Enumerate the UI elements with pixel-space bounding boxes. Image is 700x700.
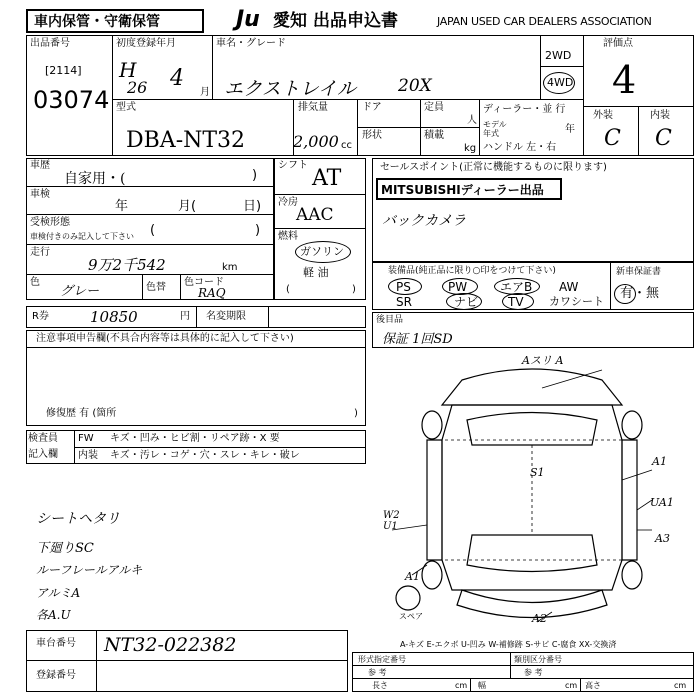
- mark-right-1: A1: [652, 455, 667, 468]
- car-name-label: 車名・グレード: [216, 38, 286, 49]
- registration-year: 26: [127, 78, 148, 97]
- equipment-label: 装備品(純正品に限り○印をつけて下さい): [388, 266, 556, 276]
- acceptance-close: ): [255, 223, 261, 238]
- cert-circle: [614, 284, 636, 304]
- footer-length-label: 長さ: [372, 681, 388, 690]
- interior-label: 内装: [650, 110, 670, 121]
- inspector-row1: キズ・凹み・ヒビ割・リペア跡・X 要: [110, 433, 280, 444]
- model-year-label: モデル 年式: [483, 120, 507, 138]
- footer-height-unit: cm: [674, 681, 687, 690]
- lot-number: 03074: [33, 86, 110, 114]
- chassis-value: NT32-022382: [104, 634, 237, 656]
- ps-circle: [388, 278, 422, 295]
- model-label: 型式: [116, 102, 136, 113]
- inspector-row1-head: FW: [78, 433, 94, 444]
- recycle-unit: 円: [180, 311, 190, 322]
- color-code-label: 色コード: [184, 277, 224, 288]
- notes-label: 注意事項申告欄(不具合内容等は具体的に記入して下さい): [36, 333, 294, 344]
- repair-close: ): [354, 408, 358, 419]
- footer-height-label: 高さ: [585, 681, 601, 690]
- handwritten-note-3: アルミA: [36, 586, 81, 600]
- handwritten-note-0: シートヘタリ: [36, 511, 120, 527]
- acceptance-open: (: [150, 223, 156, 238]
- aircon-label: 冷房: [278, 197, 298, 208]
- acceptance-label: 受検形態: [30, 217, 70, 228]
- year-suffix: 年: [565, 124, 575, 135]
- inspection-day: 日): [243, 199, 262, 214]
- fuel-label: 燃料: [278, 231, 298, 242]
- cert-value: 有・無: [620, 286, 660, 301]
- repaint-label: 色替: [146, 282, 166, 293]
- dealer-type: ディーラー・並 行: [483, 104, 566, 115]
- equipment-item-6: TV: [508, 295, 524, 309]
- fuel-diesel: 軽 油: [303, 266, 329, 279]
- model-value: DBA-NT32: [126, 128, 246, 153]
- registration-era: H: [119, 58, 137, 82]
- mark-bottom: A2: [532, 612, 547, 625]
- equipment-item-0: PS: [396, 280, 411, 294]
- drive-4wd-circle: [543, 72, 575, 94]
- car-name: エクストレイル: [224, 78, 356, 100]
- equipment-item-3: AW: [559, 280, 579, 294]
- history-value: 自家用・(: [64, 171, 126, 187]
- footer-ref-1: 参 考: [368, 668, 387, 677]
- navi-circle: [446, 293, 482, 310]
- fuel-gasoline: ガソリン: [300, 245, 344, 258]
- score-label: 評価点: [603, 38, 633, 49]
- footer-form-label-2: 類別区分番号: [514, 655, 562, 664]
- registration-label: 初度登録年月: [116, 38, 176, 49]
- equipment-item-5: ナビ: [454, 295, 479, 309]
- lot-label: 出品番号: [30, 38, 70, 49]
- handwritten-note-1: 下廻りSC: [36, 541, 94, 556]
- ju-logo: Ju: [236, 7, 260, 32]
- load-label: 積載: [424, 130, 444, 141]
- inspection-label: 車検: [30, 189, 50, 200]
- drive-2wd: 2WD: [545, 49, 572, 62]
- dealer-banner: [376, 178, 562, 200]
- history-label: 車歴: [30, 160, 50, 171]
- registration-month: 4: [170, 66, 184, 91]
- footer-width-label: 幅: [478, 681, 486, 690]
- acceptance-note: 車検付きのみ記入して下さい: [30, 232, 134, 241]
- mark-right-2: UA1: [650, 496, 674, 509]
- form-title: 出品申込書: [313, 11, 398, 31]
- color-value: グレー: [60, 284, 100, 299]
- exterior-label: 外装: [593, 110, 613, 121]
- recycle-value: 10850: [90, 308, 138, 326]
- month-unit: 月: [200, 87, 210, 98]
- equipment-item-1: PW: [448, 280, 468, 294]
- drive-4wd: 4WD: [547, 76, 574, 89]
- inspection-year: 年: [115, 199, 129, 214]
- mark-left-2: A1: [405, 570, 420, 583]
- history-close: ): [252, 168, 258, 183]
- handwritten-note-2: ルーフレールアルキ: [36, 563, 143, 577]
- mark-top: Aスリ A: [522, 354, 564, 367]
- displacement-value: 2,000: [293, 132, 339, 151]
- mark-center: S1: [530, 466, 545, 479]
- dealer-banner-text: MITSUBISHIディーラー出品: [381, 183, 544, 197]
- association-name: JAPAN USED CAR DEALERS ASSOCIATION: [437, 15, 652, 28]
- gasoline-circle: [295, 241, 351, 263]
- score-value: 4: [612, 58, 637, 102]
- spare-label: スペア: [399, 612, 423, 621]
- storage-label: 車内保管・守衛保管: [34, 14, 160, 30]
- rear-seat-value: 保証 1回SD: [382, 332, 453, 347]
- handle-label: ハンドル 左・右: [483, 142, 557, 153]
- sales-point-label: セールスポイント(正常に機能するものに限ります): [380, 162, 607, 173]
- load-unit: kg: [464, 143, 477, 154]
- doors-label: ドア: [362, 102, 382, 113]
- damage-legend: A-キズ E-エクボ U-凹み W-補修跡 S-サビ C-腐食 XX-交換済: [400, 640, 617, 649]
- inspector-label-1: 検査員: [28, 433, 58, 444]
- footer-ref-2: 参 考: [524, 668, 543, 677]
- equipment-item-2: エアB: [500, 280, 533, 294]
- footer-form-label-1: 形式指定番号: [358, 655, 406, 664]
- cert-label: 新車保証書: [616, 267, 662, 277]
- fuel-close: ): [352, 284, 356, 295]
- sales-point-note: バックカメラ: [382, 213, 466, 229]
- inspector-row2-head: 内装: [78, 450, 98, 461]
- mileage-value: 9万2千542: [88, 256, 166, 274]
- aircon-value: AAC: [296, 205, 334, 225]
- inspection-month: 月(: [178, 199, 197, 214]
- chassis-label: 車台番号: [36, 638, 76, 649]
- mark-left-1: W2 U1: [383, 510, 400, 532]
- capacity-unit: 人: [467, 115, 477, 126]
- mileage-unit: km: [222, 262, 238, 273]
- mileage-label: 走行: [30, 247, 50, 258]
- color-code-value: RAQ: [198, 286, 226, 300]
- handwritten-note-4: 各A.U: [36, 608, 71, 622]
- interior-score: C: [655, 126, 672, 151]
- org-name: 愛知: [273, 11, 307, 31]
- inspector-label-2: 記入欄: [28, 449, 58, 460]
- capacity-label: 定員: [424, 102, 444, 113]
- car-damage-diagram: [372, 350, 694, 635]
- footer-length-unit: cm: [455, 681, 468, 690]
- displacement-unit: cc: [341, 140, 352, 151]
- storage-box: [26, 9, 204, 33]
- inspector-row2: キズ・汚レ・コゲ・穴・スレ・キレ・破レ: [110, 450, 300, 461]
- shape-label: 形状: [362, 130, 382, 141]
- equipment-item-4: SR: [396, 295, 412, 309]
- repair-history: 修復歴 有 (箇所: [46, 408, 117, 419]
- footer-width-unit: cm: [565, 681, 578, 690]
- lot-small-number: [2114]: [45, 64, 82, 77]
- mark-right-3: A3: [655, 532, 670, 545]
- name-change-label: 名変期限: [206, 311, 246, 322]
- displacement-label: 排気量: [298, 102, 328, 113]
- exterior-score: C: [604, 126, 621, 151]
- rear-seat-label: 後目品: [376, 315, 404, 325]
- equipment-item-7: カワシート: [549, 295, 604, 308]
- car-grade: 20X: [398, 76, 432, 96]
- tv-circle: [502, 293, 534, 310]
- shift-label: シフト: [278, 160, 308, 171]
- shift-value: AT: [312, 166, 342, 191]
- recycle-label: R券: [32, 311, 49, 322]
- fuel-open: (: [286, 284, 290, 295]
- color-label: 色: [30, 277, 40, 288]
- reg-number-label: 登録番号: [36, 670, 76, 681]
